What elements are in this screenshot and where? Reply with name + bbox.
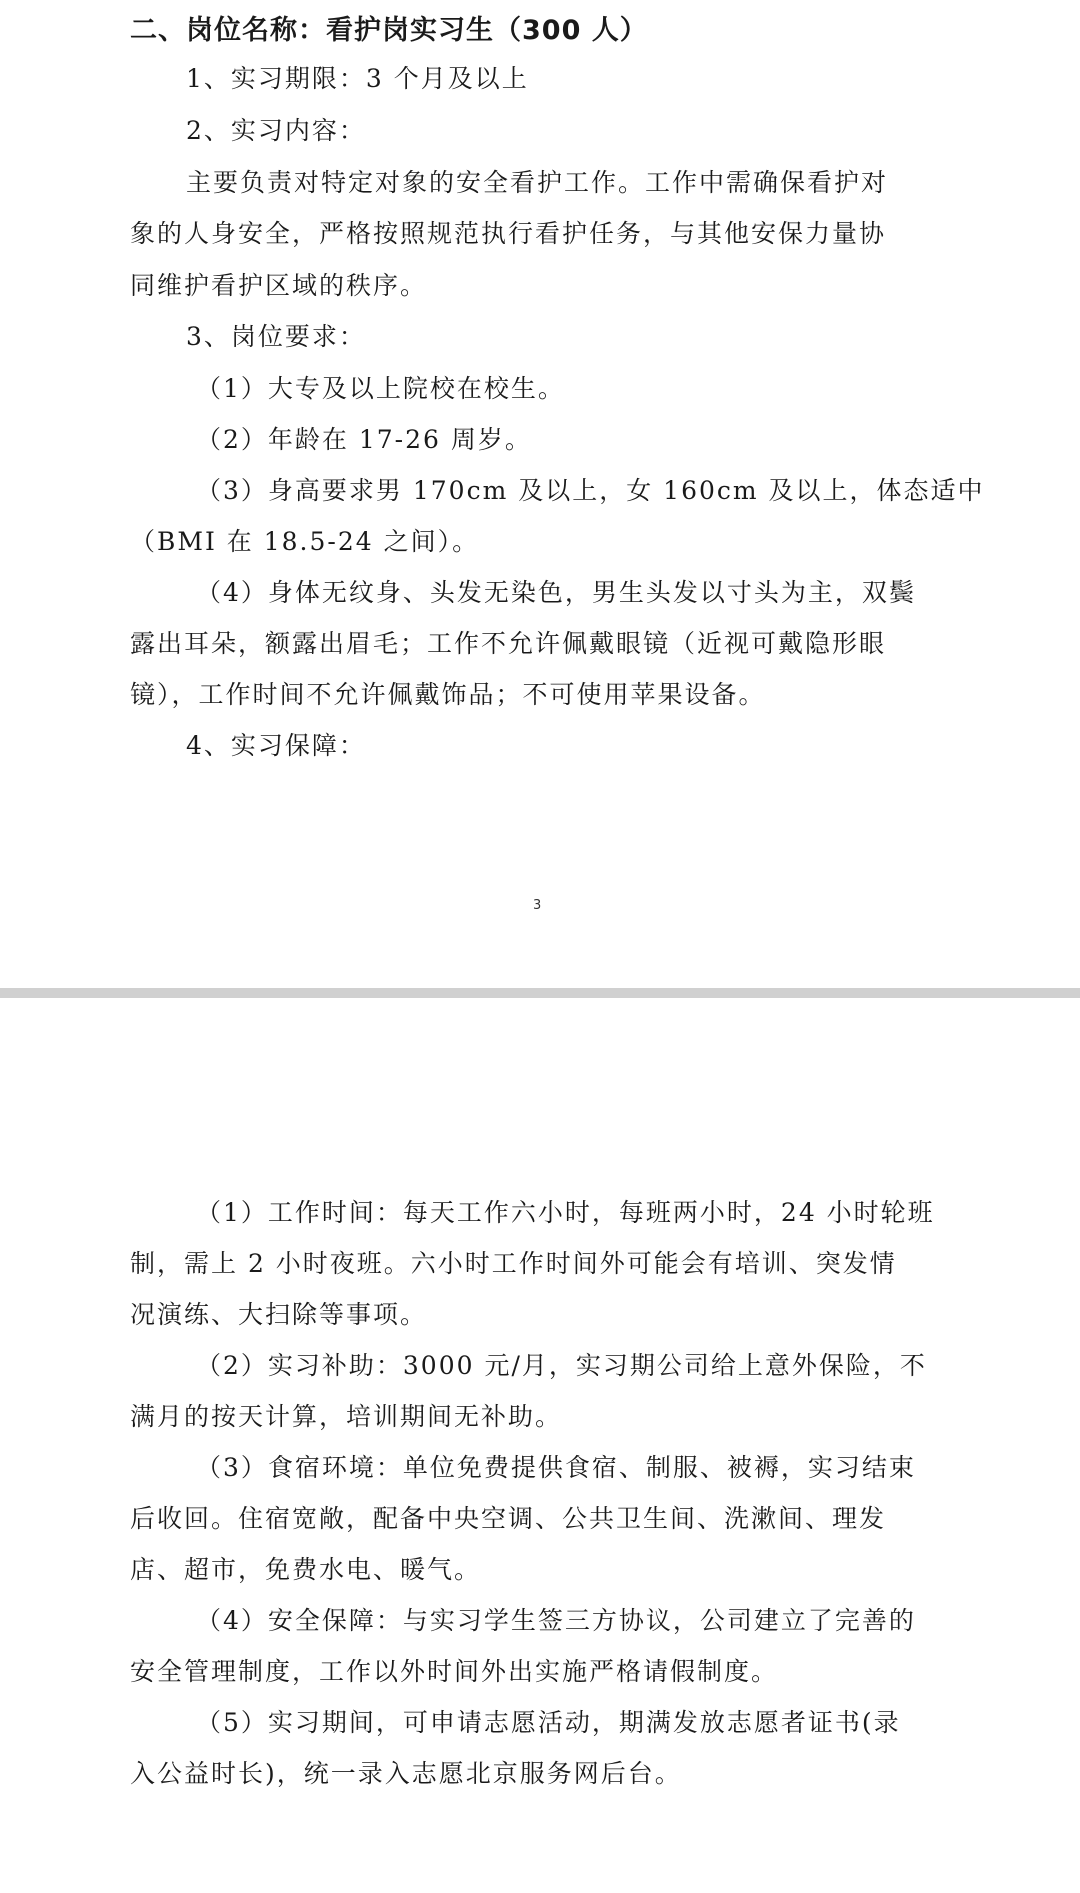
guarantee-item-continued: 后收回。住宿宽敞，配备中央空调、公共卫生间、洗漱间、理发 (130, 1504, 887, 1533)
content-paragraph-line: 主要负责对特定对象的安全看护工作。工作中需确保看护对 (186, 168, 889, 197)
guarantee-item-continued: 况演练、大扫除等事项。 (130, 1300, 428, 1329)
internship-content-heading: 2、实习内容： (186, 116, 366, 145)
guarantee-item-continued: 满月的按天计算，培训期间无补助。 (130, 1402, 563, 1431)
guarantee-item: （2）实习补助：3000 元/月，实习期公司给上意外保险，不 (196, 1351, 927, 1380)
guarantee-item: （1）工作时间：每天工作六小时，每班两小时，24 小时轮班 (196, 1198, 935, 1227)
requirement-item: （1）大专及以上院校在校生。 (196, 374, 565, 403)
page-number: 3 (533, 898, 542, 913)
guarantee-item: （4）安全保障：与实习学生签三方协议，公司建立了完善的 (196, 1606, 916, 1635)
guarantee-item-continued: 安全管理制度，工作以外时间外出实施严格请假制度。 (130, 1657, 779, 1686)
requirement-item-continued: 露出耳朵，额露出眉毛；工作不允许佩戴眼镜（近视可戴隐形眼 (130, 629, 887, 658)
guarantee-item-continued: 店、超市，免费水电、暖气。 (130, 1555, 482, 1584)
guarantee-item: （3）食宿环境：单位免费提供食宿、制服、被褥，实习结束 (196, 1453, 916, 1482)
requirement-item: （2）年龄在 17-26 周岁。 (196, 425, 532, 454)
guarantee-heading: 4、实习保障： (186, 731, 366, 760)
requirement-item-continued: 镜），工作时间不允许佩戴饰品；不可使用苹果设备。 (130, 680, 766, 709)
page-divider (0, 988, 1080, 998)
guarantee-item: （5）实习期间，可申请志愿活动，期满发放志愿者证书(录 (196, 1708, 901, 1737)
content-paragraph-line: 同维护看护区域的秩序。 (130, 271, 428, 300)
requirements-heading: 3、岗位要求： (186, 322, 366, 351)
guarantee-item-continued: 制，需上 2 小时夜班。六小时工作时间外可能会有培训、突发情 (130, 1249, 897, 1278)
requirement-item: （4）身体无纹身、头发无染色，男生头发以寸头为主，双鬓 (196, 578, 916, 607)
internship-period: 1、实习期限：3 个月及以上 (186, 64, 529, 93)
requirement-item-continued: （BMI 在 18.5-24 之间）。 (130, 527, 480, 556)
requirement-item: （3）身高要求男 170cm 及以上，女 160cm 及以上，体态适中 (196, 476, 985, 505)
document-page-2 (0, 1000, 1080, 1893)
content-paragraph-line: 象的人身安全，严格按照规范执行看护任务，与其他安保力量协 (130, 219, 887, 248)
guarantee-item-continued: 入公益时长)，统一录入志愿北京服务网后台。 (130, 1759, 682, 1788)
section-heading: 二、岗位名称：看护岗实习生（300 人） (130, 15, 648, 46)
